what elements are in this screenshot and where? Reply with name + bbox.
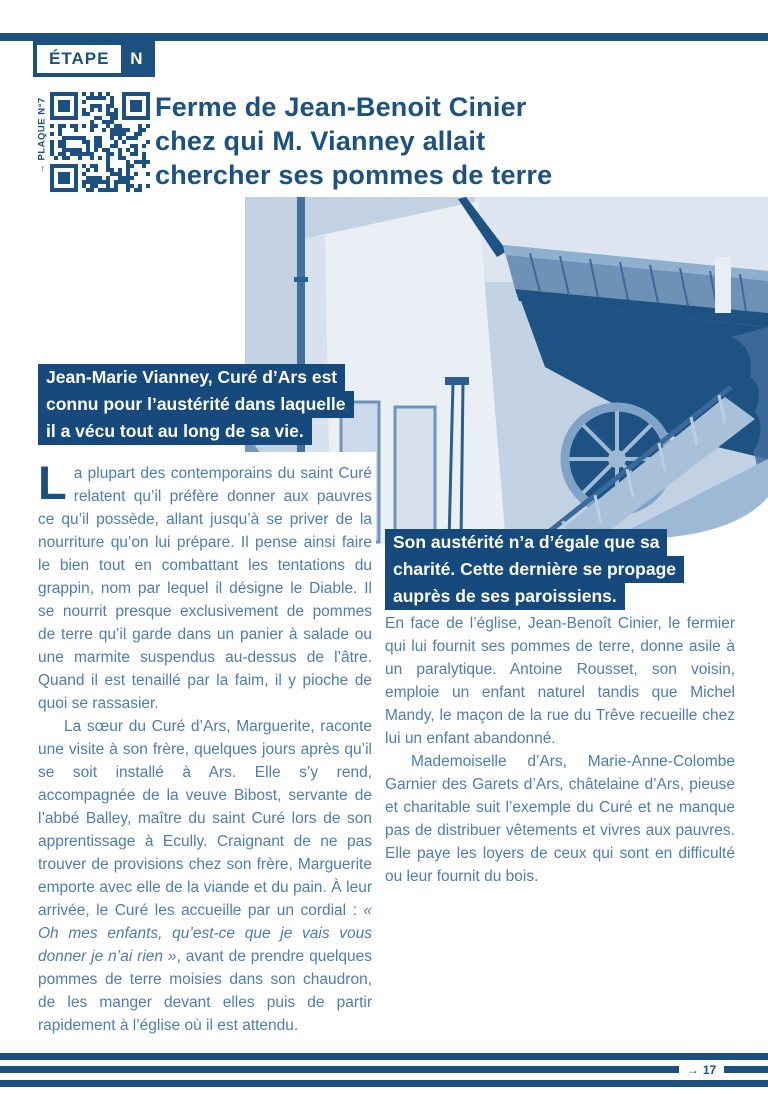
footer-stripe — [0, 1053, 768, 1060]
paragraph-4: Mademoiselle d’Ars, Marie-Anne-Colombe Garnier des Garets d’Ars, châtelaine d’Ars, pieuse et charitable suit l’exemple du Curé et ne manque pas de distribuer vêtements et vivres aux pauvres. Elle paye les loyers de ceux qui sont en difficulté ou leur fournit du bois. — [385, 753, 735, 885]
page-number-value: 17 — [702, 1063, 717, 1077]
top-stripe — [0, 33, 768, 41]
arrow-up-icon: → — [36, 163, 48, 174]
body-column-right — [385, 612, 735, 888]
page-title — [155, 90, 735, 192]
inline-quote: « Oh mes enfants, qu’est-ce que je vais vous donner je n’ai rien » — [38, 902, 372, 965]
step-label: ÉTAPE — [49, 49, 110, 68]
paragraph-3: En face de l’église, Jean-Benoît Cinier, le fermier qui lui fournit ses pommes de terre, donne asile à un paralytique. Antoine Rousset, son voisin, emploie un enfant naturel tandis que Michel Mandy, le maçon de la rue du Trêve recueille chez lui un enfant abandonné. — [385, 615, 735, 747]
paragraph-2 — [38, 715, 372, 1037]
callout-line: charité. Cette dernière se propage — [385, 556, 684, 583]
callout-line: Jean-Marie Vianney, Curé d’Ars est — [38, 364, 345, 391]
title-line-3: chercher ses pommes de terre — [155, 160, 553, 190]
title-line-1: Ferme de Jean-Benoit Cinier — [155, 92, 527, 122]
callout-line: auprès de ses paroissiens. — [385, 583, 625, 610]
callout-charity — [385, 529, 684, 610]
qr-code — [50, 92, 150, 192]
paragraph-1 — [38, 456, 372, 715]
footer-stripe — [0, 1066, 768, 1073]
dropcap: L — [38, 456, 67, 509]
step-label-box — [37, 45, 121, 73]
footer-stripe — [0, 1080, 768, 1087]
paragraph-1-text: a plupart des contemporains du saint Curé relatent qu’il préfère donner aux pauvres ce qu’il possède, allant jusqu’à se priver de la nourriture qu’on lui prépare. Il pense ainsi faire le bien tout en combattant les tentations du grappin, nom par lequel il désigne le Diable. Il se nourrit presque exclusivement de pommes de terre qu’il garde dans un panier à salade ou une marmite suspendus au-dessus de l’âtre. Quand il est tenaillé par la faim, il y pioche de quoi se rassasier. — [38, 465, 372, 712]
callout-line: Son austérité n’a d’égale que sa — [385, 529, 667, 556]
callout-line: connu pour l’austérité dans laquelle — [38, 391, 354, 418]
arrow-right-icon: → — [686, 1063, 699, 1077]
title-line-2: chez qui M. Vianney allait — [155, 126, 486, 156]
paragraph-2-end: , avant de prendre quelques pommes de terre moisies dans son chaudron, de les manger devant elles puis de partir rapidement à l’église où il est attendu. — [38, 948, 372, 1034]
body-column-left — [30, 452, 376, 1037]
plaque-label-text: PLAQUE N°7 — [36, 97, 48, 161]
step-letter: N — [130, 49, 143, 68]
step-badge — [33, 41, 155, 77]
plaque-label — [37, 86, 48, 186]
callout-line: il a vécu tout au long de sa vie. — [38, 418, 312, 445]
callout-austerity — [38, 364, 354, 445]
paragraph-2-text: La sœur du Curé d’Ars, Marguerite, raconte une visite à son frère, quelques jours après qu’il se soit installé à Ars. Elle s’y rend, accompagnée de la veuve Bibost, servante de l’abbé Balley, maître du saint Curé lors de son apprentissage à Ecully. Craignant de ne pas trouver de provisions chez son frère, Marguerite emporte avec elle de la viande et du pain. À leur arrivée, le Curé les accueille par un cordial : — [38, 718, 372, 919]
page-number — [679, 1062, 724, 1078]
